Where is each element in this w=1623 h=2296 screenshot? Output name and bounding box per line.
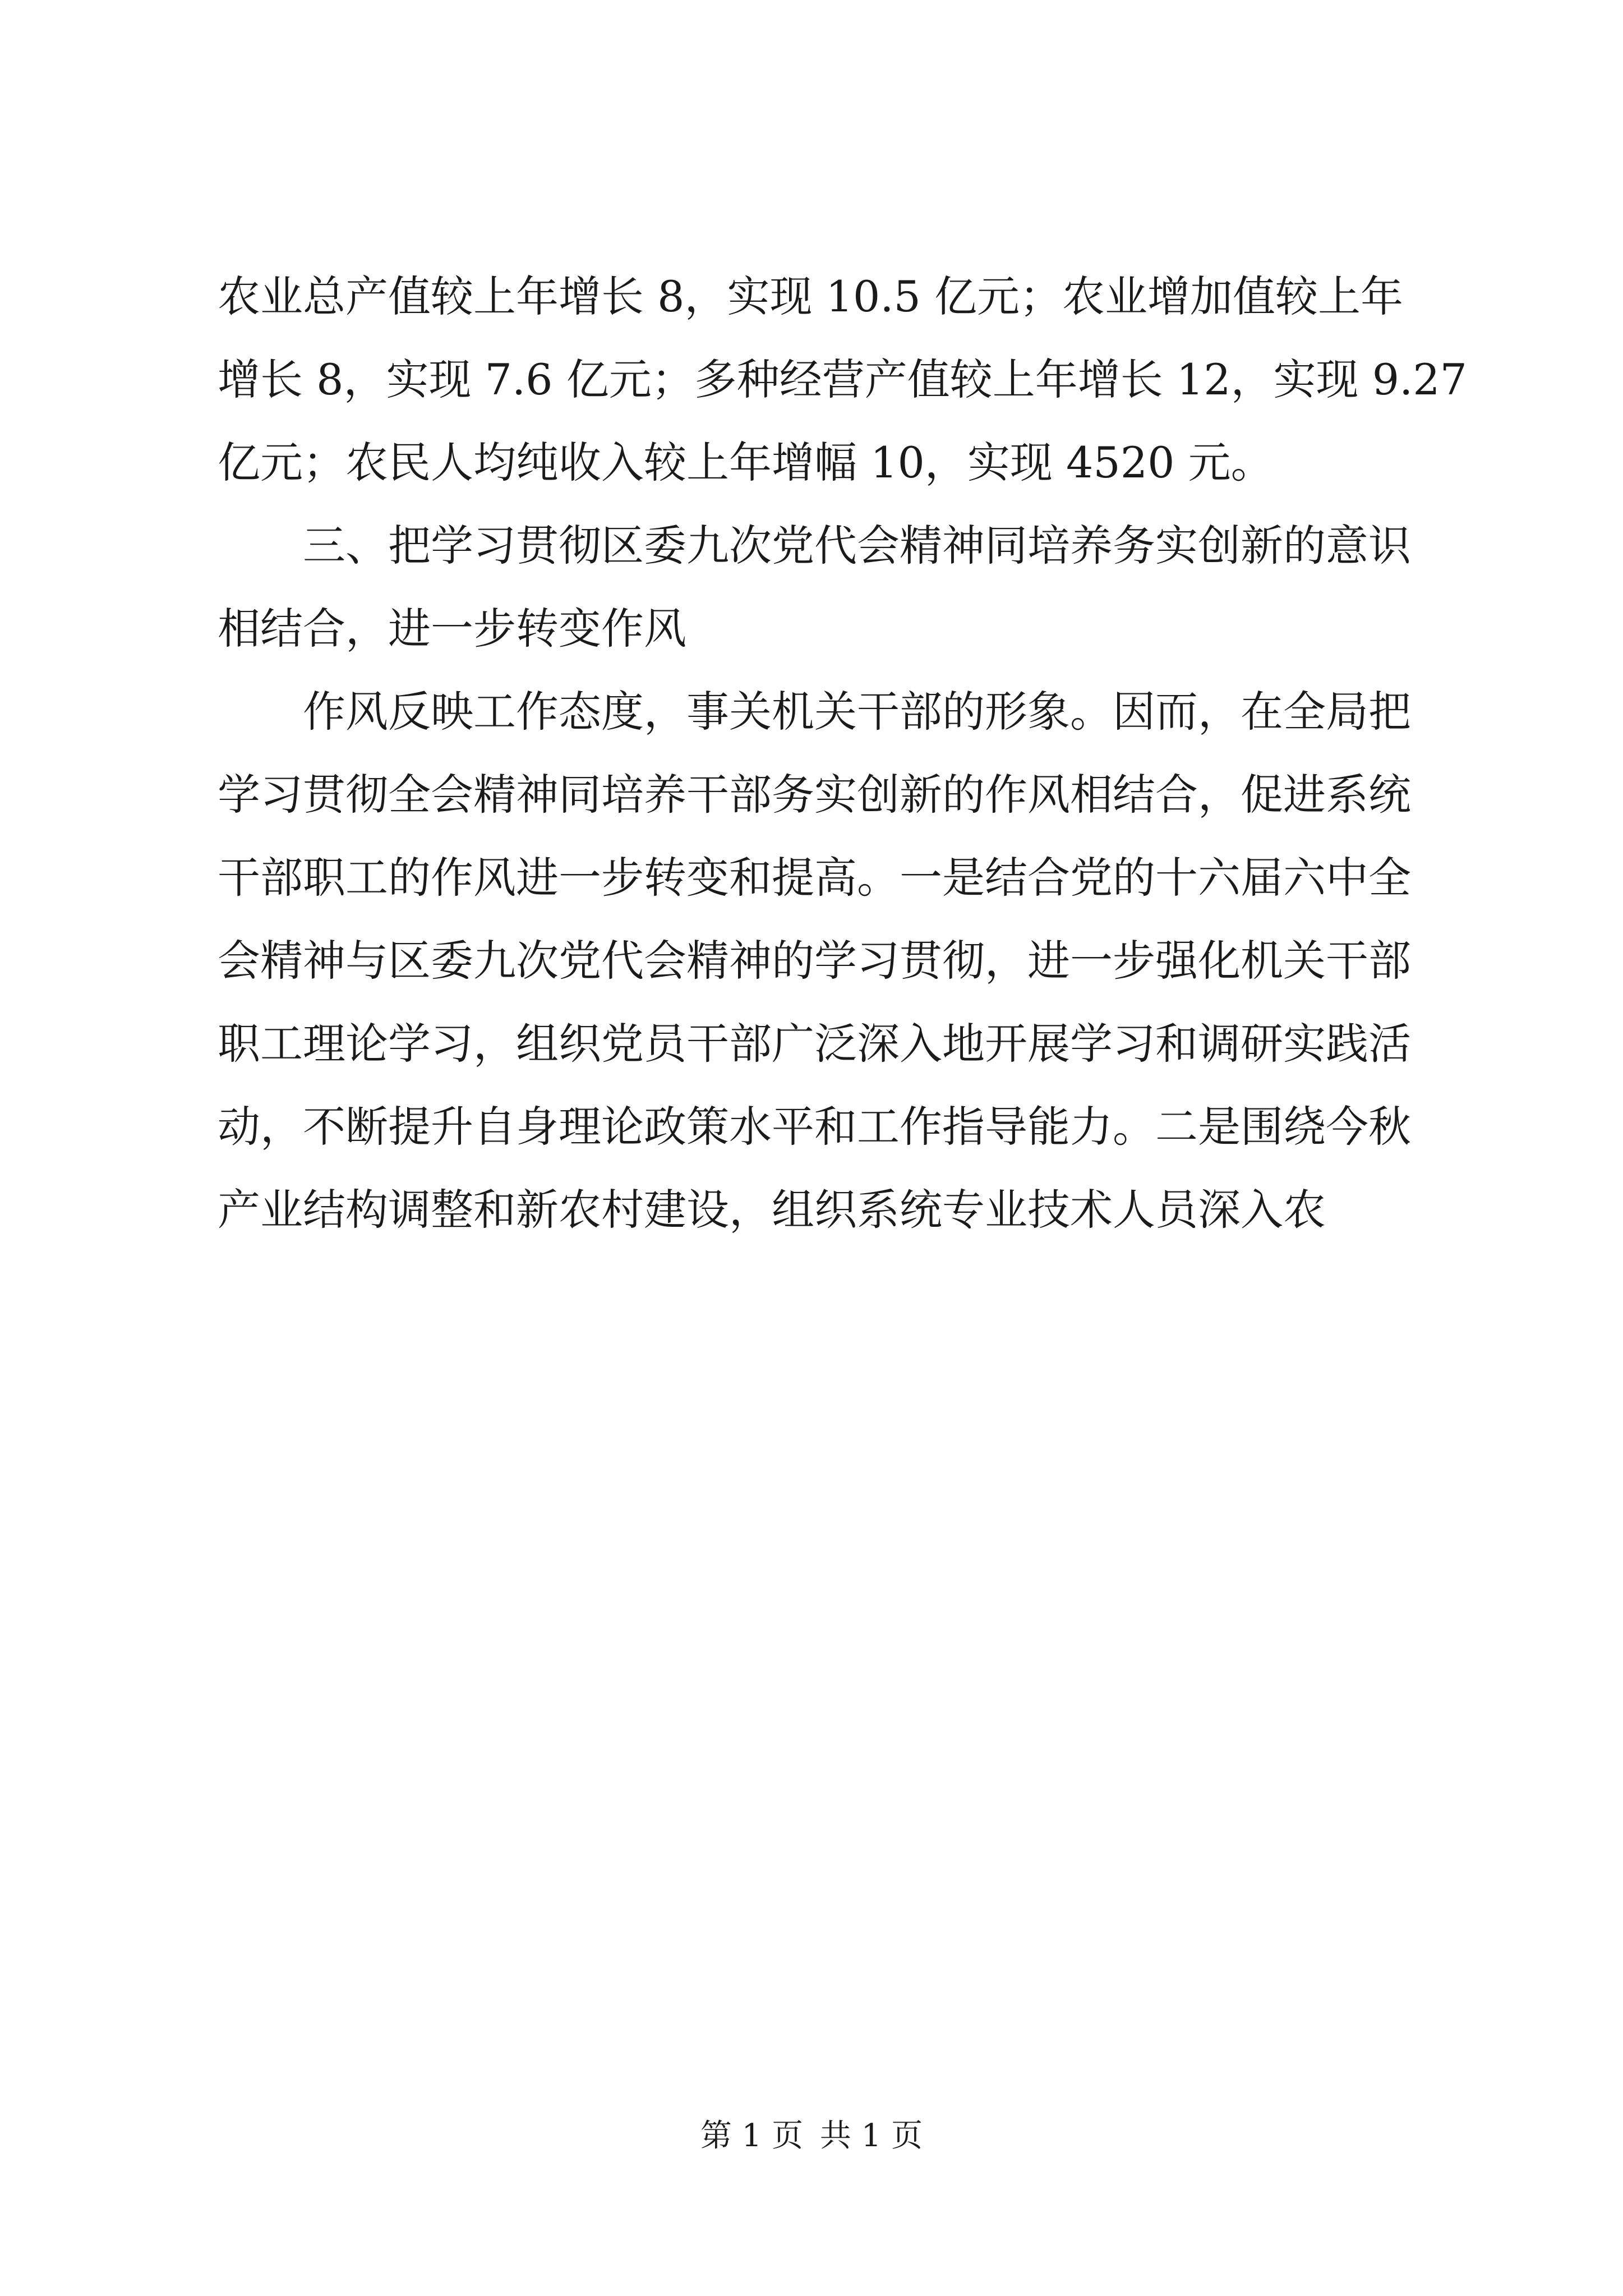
- body-line: 职工理论学习，组织党员干部广泛深入地开展学习和调研实践活: [218, 1019, 1411, 1069]
- body-line: 产业结构调整和新农村建设，组织系统专业技术人员深入农: [218, 1185, 1326, 1235]
- page-total: 共 1 页: [819, 2118, 923, 2154]
- body-line: 会精神与区委九次党代会精神的学习贯彻，进一步强化机关干部: [218, 936, 1411, 986]
- document-body: [218, 255, 1467, 1251]
- body-line: 亿元；农民人均纯收入较上年增幅 10，实现 4520 元。: [218, 438, 1274, 487]
- body-line: 农业总产值较上年增长 8，实现 10.5 亿元；农业增加值较上年: [218, 272, 1404, 321]
- body-line: 作风反映工作态度，事关机关干部的形象。因而，在全局把: [218, 687, 1411, 737]
- section-heading-line: 三、把学习贯彻区委九次党代会精神同培养务实创新的意识: [218, 521, 1411, 570]
- body-line: 动，不断提升自身理论政策水平和工作指导能力。二是围绕今秋: [218, 1102, 1411, 1152]
- section-heading-line: 相结合，进一步转变作风: [218, 604, 686, 654]
- body-line: 学习贯彻全会精神同培养干部务实创新的作风相结合，促进系统: [218, 770, 1411, 820]
- page-number: 第 1 页: [700, 2118, 804, 2154]
- body-line: 干部职工的作风进一步转变和提高。一是结合党的十六届六中全: [218, 853, 1411, 903]
- page-footer: [0, 2114, 1623, 2159]
- body-line: 增长 8，实现 7.6 亿元；多种经营产值较上年增长 12，实现 9.27: [218, 355, 1467, 404]
